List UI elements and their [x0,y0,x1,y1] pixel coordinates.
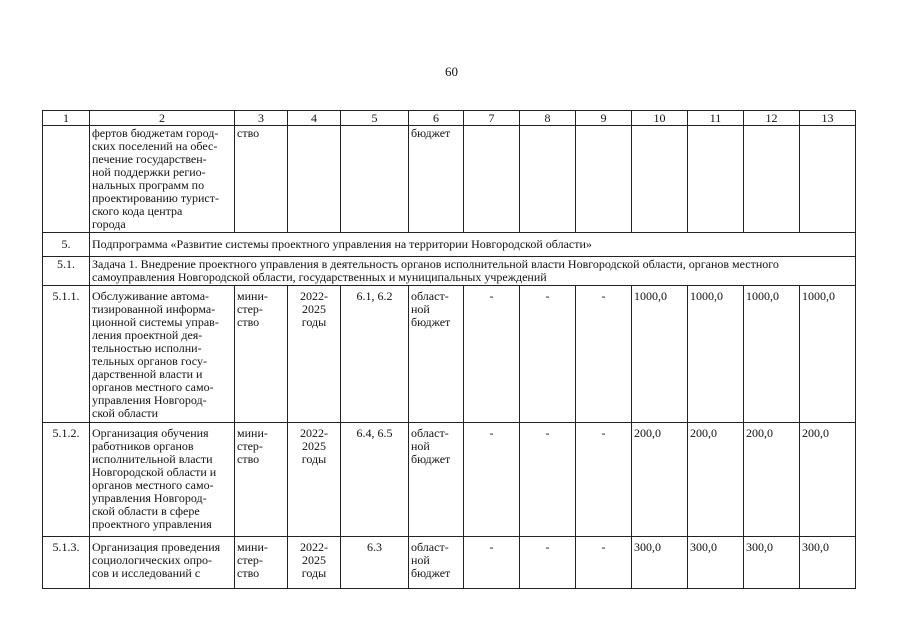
name-cell: фертов бюджетам город- ских поселений на обес- печение государствен- ной поддержки регио- нальных программ по проектированию турист- ского кода центра города [90,126,235,233]
value-cell [688,126,744,233]
activity-row [43,286,856,423]
value-cell-8: - [520,286,576,423]
activity-code: 5.1.1. [43,286,90,423]
value-cell [464,126,520,233]
executor-cell: ство [235,126,288,233]
value-cell-12: 200,0 [744,423,800,537]
value-cell-11: 200,0 [688,423,744,537]
value-cell-7: - [464,537,520,589]
column-number-cell: 12 [744,111,800,126]
value-cell-13: 200,0 [800,423,856,537]
value-cell-7: - [464,423,520,537]
value-cell [800,126,856,233]
column-number-cell: 1 [43,111,90,126]
value-cell-11: 1000,0 [688,286,744,423]
column-number-cell: 10 [632,111,688,126]
value-cell [744,126,800,233]
value-cell-10: 300,0 [632,537,688,589]
page-number: 60 [445,64,458,79]
value-cell-8: - [520,423,576,537]
activity-name: Организация проведения социологических опро- сов и исследований с [90,537,235,589]
activity-name: Обслуживание автома- тизированной информа- ционной системы управ- ления проектной дея- тельностью исполни- тельных органов госу- дарственной власти и органов местного само- управления Новгород- ской области [90,286,235,423]
column-number-cell: 3 [235,111,288,126]
column-number-row [43,111,856,126]
column-number-cell: 11 [688,111,744,126]
activity-code: 5.1.2. [43,423,90,537]
value-cell-11: 300,0 [688,537,744,589]
value-cell [520,126,576,233]
activity-row [43,537,856,589]
column-number-cell: 7 [464,111,520,126]
task-code: 5.1. [43,257,90,286]
value-cell-9: - [576,286,632,423]
activity-source: област- ной бюджет [409,423,464,537]
value-cell-7: - [464,286,520,423]
activity-period: 2022- 2025 годы [288,286,341,423]
column-number-cell: 5 [341,111,409,126]
activity-name: Организация обучения работников органов исполнительной власти Новгородской области и органов местного само- управления Новгород- ской области в сфере проектного управления [90,423,235,537]
column-number-cell: 13 [800,111,856,126]
continuation-row [43,126,856,233]
activity-executor: мини- стер- ство [235,423,288,537]
activity-period: 2022- 2025 годы [288,537,341,589]
subprogram-code: 5. [43,233,90,257]
value-cell-10: 200,0 [632,423,688,537]
activity-period: 2022- 2025 годы [288,423,341,537]
targets-cell [341,126,409,233]
value-cell-10: 1000,0 [632,286,688,423]
activity-targets: 6.1, 6.2 [341,286,409,423]
value-cell [632,126,688,233]
activity-targets: 6.4, 6.5 [341,423,409,537]
subprogram-row [43,233,856,257]
activity-targets: 6.3 [341,537,409,589]
activity-source: област- ной бюджет [409,286,464,423]
period-cell [288,126,341,233]
source-cell: бюджет [409,126,464,233]
value-cell [576,126,632,233]
value-cell-8: - [520,537,576,589]
value-cell-12: 1000,0 [744,286,800,423]
column-number-cell: 9 [576,111,632,126]
subprogram-title: Подпрограмма «Развитие системы проектного управления на территории Новгородской области» [90,233,856,257]
value-cell-13: 300,0 [800,537,856,589]
activity-source: област- ной бюджет [409,537,464,589]
column-number-cell: 8 [520,111,576,126]
task-row [43,257,856,286]
value-cell-12: 300,0 [744,537,800,589]
column-number-cell: 4 [288,111,341,126]
task-title: Задача 1. Внедрение проектного управления в деятельность органов исполнительной власти Новгородской области, органов местного самоуправления Новгородской области, государственных и муниципальных учреждений [90,257,856,286]
value-cell-9: - [576,537,632,589]
column-number-cell: 6 [409,111,464,126]
activity-row [43,423,856,537]
program-table [42,110,856,589]
activity-executor: мини- стер- ство [235,286,288,423]
activity-code: 5.1.3. [43,537,90,589]
value-cell-13: 1000,0 [800,286,856,423]
column-number-cell: 2 [90,111,235,126]
activity-executor: мини- стер- ство [235,537,288,589]
code-cell [43,126,90,233]
value-cell-9: - [576,423,632,537]
